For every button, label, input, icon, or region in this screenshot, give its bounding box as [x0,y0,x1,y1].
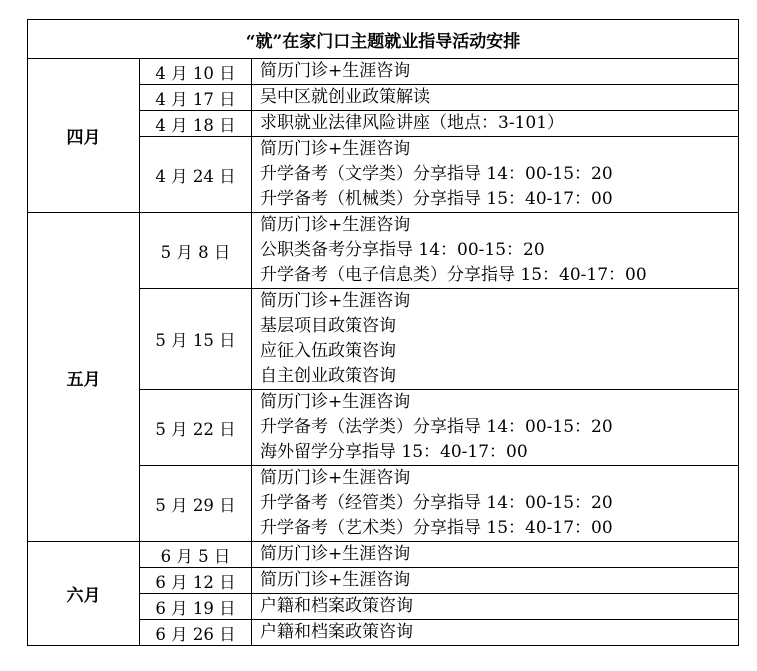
date-cell: 6 月 19 日 [140,594,252,620]
activity-item: 升学备考（机械类）分享指导 15：40-17：00 [260,189,613,209]
activity-item: 海外留学分享指导 15：40-17：00 [260,442,528,462]
date-cell: 5 月 8 日 [140,213,252,289]
activity-item: 吴中区就创业政策解读 [260,87,430,107]
date-cell: 6 月 26 日 [140,620,252,646]
date-cell: 5 月 22 日 [140,390,252,466]
activities-cell [252,594,739,620]
month-cell: 六月 [28,542,140,646]
activity-item: 升学备考（文学类）分享指导 14：00-15：20 [260,164,613,184]
schedule-title: “就”在家门口主题就业指导活动安排 [28,20,739,59]
date-cell: 4 月 17 日 [140,85,252,111]
activity-item: 升学备考（法学类）分享指导 14：00-15：20 [260,417,613,437]
activities-cell [252,111,739,137]
date-cell: 5 月 29 日 [140,466,252,542]
activities-cell [252,568,739,594]
activities-cell [252,620,739,646]
date-cell: 6 月 12 日 [140,568,252,594]
activity-item: 基层项目政策咨询 [260,316,396,336]
activity-item: 户籍和档案政策咨询 [260,622,413,642]
activity-item: 简历门诊+生涯咨询 [260,215,411,235]
activity-item: 公职类备考分享指导 14：00-15：20 [260,240,545,260]
schedule-sheet [27,19,739,646]
month-cell: 四月 [28,59,140,213]
activity-item: 户籍和档案政策咨询 [260,596,413,616]
date-cell: 4 月 24 日 [140,137,252,213]
activities-cell [252,390,739,466]
activity-item: 简历门诊+生涯咨询 [260,468,411,488]
activity-item: 升学备考（经管类）分享指导 14：00-15：20 [260,493,613,513]
month-cell: 五月 [28,213,140,542]
schedule-table [27,19,739,646]
activity-item: 简历门诊+生涯咨询 [260,570,411,590]
activity-item: 应征入伍政策咨询 [260,341,396,361]
date-cell: 4 月 18 日 [140,111,252,137]
activities-cell [252,59,739,85]
activities-cell [252,542,739,568]
activity-item: 升学备考（电子信息类）分享指导 15：40-17：00 [260,265,647,285]
date-cell: 5 月 15 日 [140,289,252,390]
schedule-row [28,213,739,289]
date-cell: 6 月 5 日 [140,542,252,568]
activity-item: 简历门诊+生涯咨询 [260,544,411,564]
activities-cell [252,466,739,542]
activity-item: 简历门诊+生涯咨询 [260,61,411,81]
activities-cell [252,289,739,390]
date-cell: 4 月 10 日 [140,59,252,85]
activity-item: 升学备考（艺术类）分享指导 15：40-17：00 [260,518,613,538]
activity-item: 求职就业法律风险讲座（地点：3-101） [260,113,565,133]
schedule-row [28,59,739,85]
activities-cell [252,213,739,289]
activity-item: 简历门诊+生涯咨询 [260,392,411,412]
title-row [28,20,739,59]
activity-item: 自主创业政策咨询 [260,366,396,386]
activities-cell [252,85,739,111]
activities-cell [252,137,739,213]
activity-item: 简历门诊+生涯咨询 [260,291,411,311]
schedule-row [28,542,739,568]
activity-item: 简历门诊+生涯咨询 [260,139,411,159]
schedule-body [28,20,739,646]
